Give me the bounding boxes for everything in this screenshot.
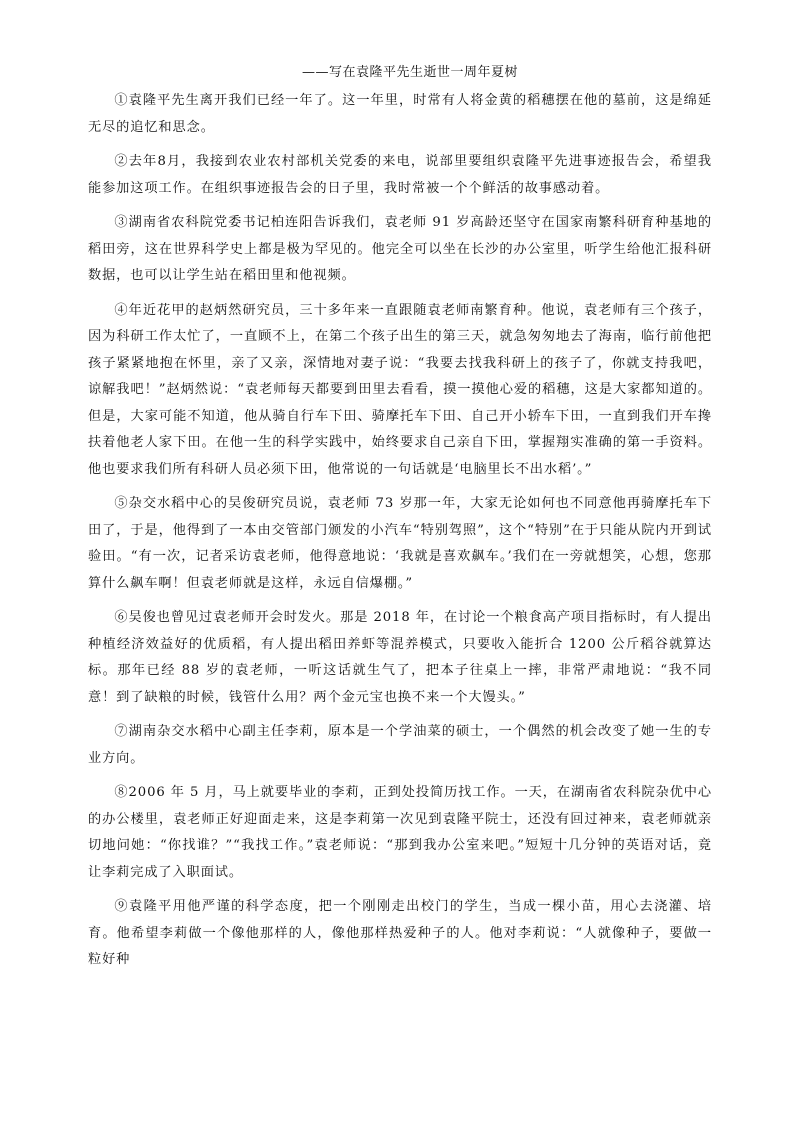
article-subtitle: ——写在袁隆平先生逝世一周年夏树 [301,65,518,80]
paragraph-8: ⑧2006 年 5 月，马上就要毕业的李莉，正到处投简历找工作。一天，在湖南省农科院杂优中心的办公楼里，袁老师正好迎面走来，这是李莉第一次见到袁隆平院士，还没有回过神来，袁老师就亲切地问她：“你找谁？”“我找工作。”袁老师说：“那到我办公室来吧。”短短十几分钟的英语对话，竟让李莉完成了入职面试。 [88,785,712,880]
paragraph-5: ⑤杂交水稻中心的吴俊研究员说，袁老师 73 岁那一年，大家无论如何也不同意他再骑摩托车下田了，于是，他得到了一本由交管部门颁发的小汽车“特别驾照”，这个“特别”在于只能从院内开到试验田。“有一次，记者采访袁老师，他得意地说：‘我就是喜欢飙车。’我们在一旁就想笑，心想，您那算什么飙车啊！但袁老师就是这样，永远自信爆棚。” [88,496,712,591]
paragraph-2: ②去年8月，我接到农业农村部机关党委的来电，说部里要组织袁隆平先进事迹报告会，希望我能参加这项工作。在组织事迹报告会的日子里，我时常被一个个鲜活的故事感动着。 [88,154,712,196]
paragraph-7: ⑦湖南杂交水稻中心副主任李莉，原本是一个学油菜的硕士，一个偶然的机会改变了她一生的专业方向。 [88,724,712,766]
paragraph-6: ⑥吴俊也曾见过袁老师开会时发火。那是 2018 年，在讨论一个粮食高产项目指标时，有人提出种植经济效益好的优质稻，有人提出稻田养虾等混养模式，只要收入能折合 1200 公斤稻谷就算达标。那年已经 88 岁的袁老师，一听这话就生气了，把本子往桌上一摔，非常严肃地说：“我不同意！到了缺粮的时候，钱管什么用？两个金元宝也换不来一个大馒头。” [88,610,712,705]
paragraph-1: ①袁隆平先生离开我们已经一年了。这一年里，时常有人将金黄的稻穗摆在他的墓前，这是绵延无尽的追忆和思念。 [88,93,712,135]
paragraph-3: ③湖南省农科院党委书记柏连阳告诉我们，袁老师 91 岁高龄还坚守在国家南繁科研育种基地的稻田旁，这在世界科学史上都是极为罕见的。他完全可以坐在长沙的办公室里，听学生给他汇报科研数据，也可以让学生站在稻田里和他视频。 [88,215,712,283]
paragraph-4: ④年近花甲的赵炳然研究员，三十多年来一直跟随袁老师南繁育种。他说，袁老师有三个孩子，因为科研工作太忙了，一直顾不上，在第二个孩子出生的第三天，就急匆匆地去了海南，临行前他把孩子紧紧地抱在怀里，亲了又亲，深情地对妻子说：“我要去找我科研上的孩子了，你就支持我吧，谅解我吧！”赵炳然说：“袁老师每天都要到田里去看看，摸一摸他心爱的稻穗，这是大家都知道的。但是，大家可能不知道，他从骑自行车下田、骑摩托车下田、自己开小轿车下田，一直到我们开车搀扶着他老人家下田。在他一生的科学实践中，始终要求自己亲自下田，掌握翔实准确的第一手资料。他也要求我们所有科研人员必须下田，他常说的一句话就是‘电脑里长不出水稻’。” [88,302,712,477]
paragraph-9: ⑨袁隆平用他严谨的科学态度，把一个刚刚走出校门的学生，当成一棵小苗，用心去浇灌、培育。他希望李莉做一个像他那样的人，像他那样热爱种子的人。他对李莉说：“人就像种子，要做一粒好种 [88,899,712,967]
